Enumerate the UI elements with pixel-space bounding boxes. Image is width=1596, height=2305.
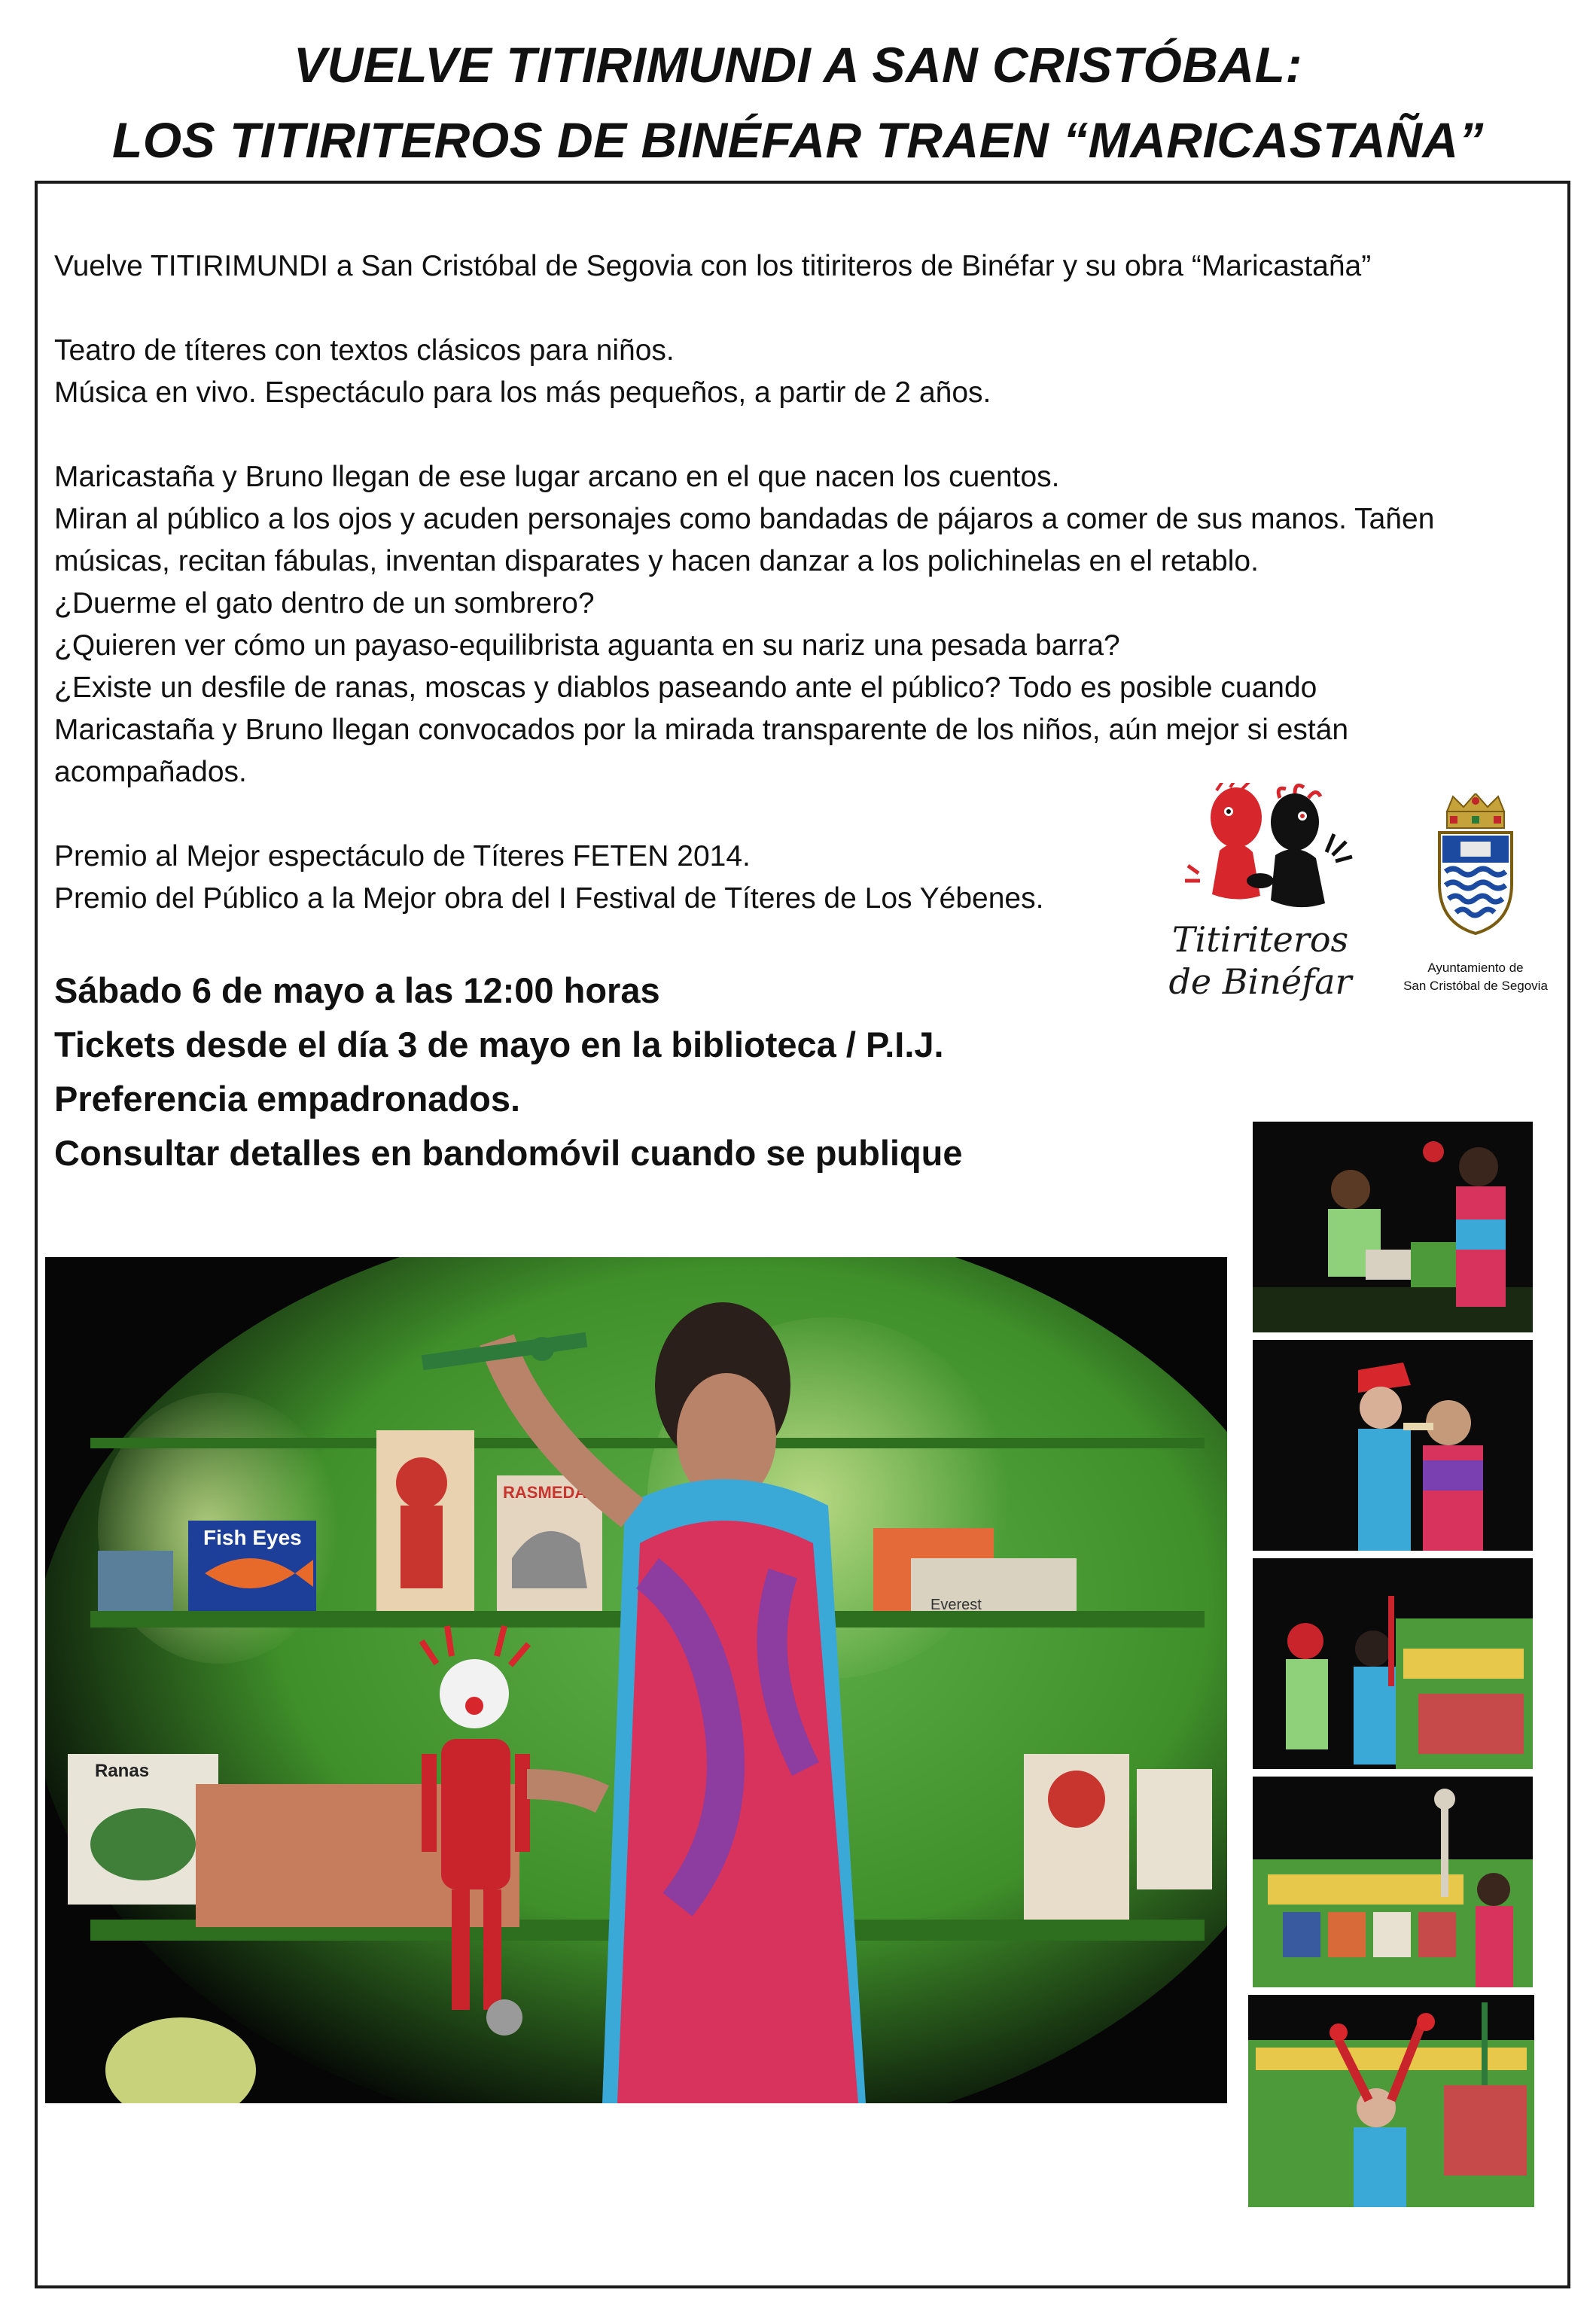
title-line-1: VUELVE TITIRIMUNDI A SAN CRISTÓBAL:: [294, 37, 1302, 93]
title-line-2: LOS TITIRITEROS DE BINÉFAR TRAEN “MARICASTAÑA”: [111, 112, 1485, 168]
titiriteros-logo-text: [1147, 918, 1373, 1003]
ayuntamiento-line-1: Ayuntamiento de: [1427, 961, 1524, 975]
synopsis-line-5: ¿Quieren ver cómo un payaso-equilibrista aguanta en su nariz una pesada barra?: [54, 629, 1120, 662]
event-tickets: Tickets desde el día 3 de mayo en la biblioteca / P.I.J.: [54, 1025, 944, 1064]
event-date: Sábado 6 de mayo a las 12:00 horas: [54, 970, 660, 1010]
ayuntamiento-line-2: San Cristóbal de Segovia: [1403, 979, 1548, 993]
book-fish-eyes-title: Fish Eyes: [203, 1526, 302, 1549]
coat-of-arms-icon: [1430, 793, 1521, 936]
intro-paragraph: Vuelve TITIRIMUNDI a San Cristóbal de Segovia con los titiriteros de Binéfar y su obra “Maricastaña”: [54, 250, 1372, 282]
book-everest-title: Everest: [930, 1597, 982, 1613]
synopsis-line-7: Maricastaña y Bruno llegan convocados por la mirada transparente de los niños, aún mejor si están: [54, 714, 1349, 746]
synopsis-line-4: ¿Duerme el gato dentro de un sombrero?: [54, 587, 595, 620]
book-ranas-title: Ranas: [95, 1761, 150, 1781]
thumbnail-1-image: [1253, 1122, 1533, 1332]
synopsis-line-1: Maricastaña y Bruno llegan de ese lugar arcano en el que nacen los cuentos.: [54, 461, 1060, 493]
book-rasmeda-title: RASMEDA: [503, 1483, 587, 1502]
synopsis-line-8: acompañados.: [54, 756, 247, 788]
synopsis-line-6: ¿Existe un desfile de ranas, moscas y diablos paseando ante el público? Todo es posible cuando: [54, 671, 1317, 704]
thumbnail-5-image: [1248, 1995, 1534, 2207]
event-preference: Preferencia empadronados.: [54, 1079, 521, 1119]
thumbnail-photo-5: [1248, 1995, 1534, 2207]
titiriteros-logo-line-1: Titiriteros: [1171, 919, 1349, 960]
ayuntamiento-caption: [1385, 959, 1566, 995]
award-yebenes: Premio del Público a la Mejor obra del I Festival de Títeres de Los Yébenes.: [54, 882, 1044, 915]
thumbnail-photo-4: [1253, 1777, 1533, 1987]
coat-of-arms: [1430, 793, 1521, 936]
synopsis-line-3: músicas, recitan fábulas, inventan disparates y hacen danzar a los polichinelas en el retablo.: [54, 545, 1259, 577]
synopsis-line-2: Miran al público a los ojos y acuden personajes como bandadas de pájaros a comer de sus manos. Tañen: [54, 503, 1435, 535]
event-details: [54, 964, 1183, 1180]
teatro-line: Teatro de títeres con textos clásicos para niños.: [54, 334, 675, 367]
award-feten: Premio al Mejor espectáculo de Títeres FETEN 2014.: [54, 840, 751, 872]
main-performance-photo: [45, 1257, 1227, 2103]
thumbnail-photo-2: [1253, 1340, 1533, 1551]
thumbnail-2-image: [1253, 1340, 1533, 1551]
page-title: [0, 27, 1596, 178]
event-consult: Consultar detalles en bandomóvil cuando se publique: [54, 1133, 963, 1173]
thumbnail-3-image: [1253, 1558, 1533, 1769]
musica-line: Música en vivo. Espectáculo para los más pequeños, a partir de 2 años.: [54, 376, 991, 409]
titiriteros-logo-line-2: de Binéfar: [1168, 961, 1352, 1002]
puppeteer-photo-image: [45, 1257, 1227, 2103]
thumbnail-4-image: [1253, 1777, 1533, 1987]
titiriteros-logo: [1147, 783, 1373, 1039]
thumbnail-photo-3: [1253, 1558, 1533, 1769]
puppets-icon: [1147, 783, 1373, 926]
thumbnail-photo-1: [1253, 1122, 1533, 1332]
